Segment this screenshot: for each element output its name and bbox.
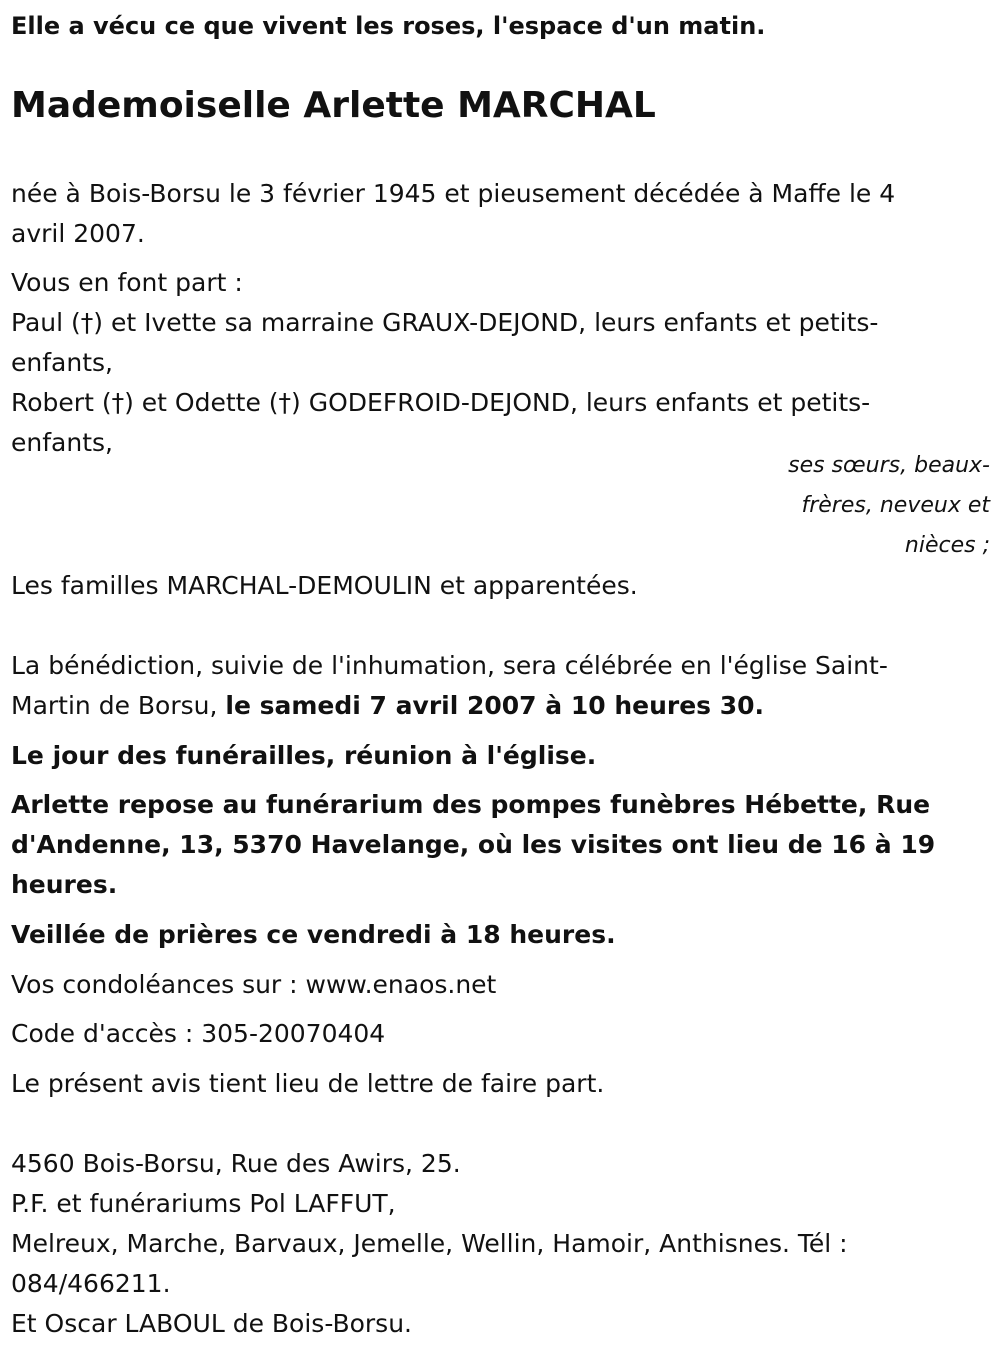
funeral-home-line-1: P.F. et funérariums Pol LAFFUT, — [11, 1189, 396, 1218]
family-robert-text-b: ) et Odette ( — [124, 388, 279, 417]
siblings-line-2: frères, neveux et — [801, 493, 990, 518]
ceremony-line-1: La bénédiction, suivie de l'inhumation, sera célébrée en l'église Saint- — [11, 651, 888, 680]
rest-line-3: heures. — [11, 870, 118, 899]
birth-death-line-1: née à Bois-Borsu le 3 février 1945 et pieusement décédée à Maffe le 4 — [11, 179, 896, 208]
siblings-line-3: nièces ; — [904, 533, 990, 558]
cross-icon: † — [111, 388, 125, 417]
rest-line-1: Arlette repose au funérarium des pompes funèbres Hébette, Rue — [11, 790, 931, 819]
deceased-name: Mademoiselle Arlette MARCHAL — [11, 85, 656, 126]
ceremony-date: le samedi 7 avril 2007 à 10 heures 30. — [225, 691, 765, 720]
gathering-line: Le jour des funérailles, réunion à l'église. — [11, 741, 597, 770]
address-line: 4560 Bois-Borsu, Rue des Awirs, 25. — [11, 1149, 461, 1178]
funeral-home-line-3: 084/466211. — [11, 1269, 171, 1298]
vigil-line: Veillée de prières ce vendredi à 18 heures. — [11, 920, 616, 949]
access-code-line: Code d'accès : 305-20070404 — [11, 1019, 386, 1048]
cross-icon: † — [80, 308, 94, 337]
family-paul-line — [11, 303, 990, 343]
epigraph: Elle a vécu ce que vivent les roses, l'espace d'un matin. — [11, 12, 766, 40]
siblings-line-1: ses sœurs, beaux- — [788, 453, 990, 478]
ceremony-place: Martin de Borsu, — [11, 691, 226, 720]
condolences-line: Vos condoléances sur : www.enaos.net — [11, 970, 497, 999]
family-paul-text-a: Paul ( — [11, 308, 81, 337]
families-line: Les familles MARCHAL-DEMOULIN et apparentées. — [11, 571, 638, 600]
funeral-home-line-4: Et Oscar LABOUL de Bois-Borsu. — [11, 1309, 412, 1338]
announcement-intro: Vous en font part : — [11, 268, 243, 297]
family-paul-enfants: enfants, — [11, 348, 113, 377]
notice-line: Le présent avis tient lieu de lettre de faire part. — [11, 1069, 605, 1098]
birth-death-line-2: avril 2007. — [11, 219, 145, 248]
family-robert-enfants: enfants, — [11, 428, 113, 457]
family-robert-text-c: ) GODEFROID-DEJOND, leurs enfants et petits- — [291, 388, 871, 417]
family-robert-line — [11, 383, 990, 423]
rest-line-2: d'Andenne, 13, 5370 Havelange, où les visites ont lieu de 16 à 19 — [11, 830, 936, 859]
family-paul-text-b: ) et Ivette sa marraine GRAUX-DEJOND, leurs enfants et petits- — [93, 308, 879, 337]
family-robert-text-a: Robert ( — [11, 388, 112, 417]
cross-icon: † — [278, 388, 292, 417]
ceremony-line-2 — [11, 686, 990, 726]
funeral-home-line-2: Melreux, Marche, Barvaux, Jemelle, Wellin, Hamoir, Anthisnes. Tél : — [11, 1229, 848, 1258]
